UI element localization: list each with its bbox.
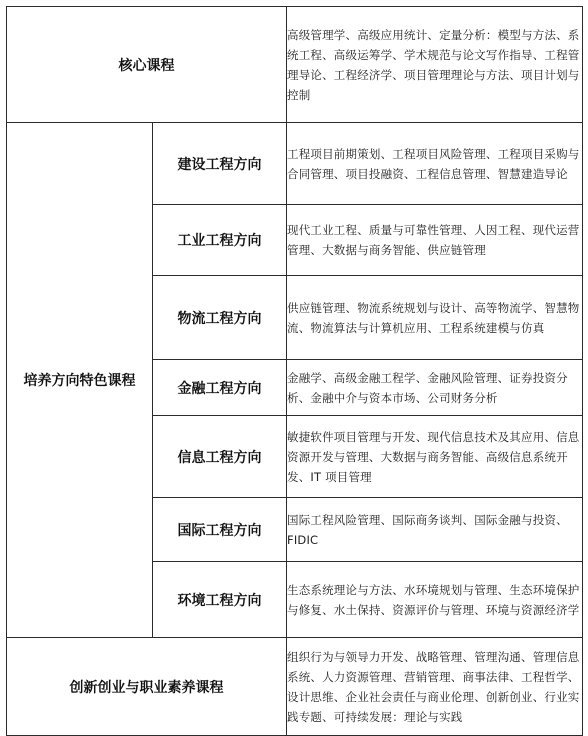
direction-name: 环境工程方向 — [153, 562, 287, 638]
direction-courses: 工程项目前期策划、工程项目风险管理、工程项目采购与合同管理、项目投融资、工程信息管理、智慧建造导论 — [287, 123, 583, 205]
innovation-courses-label: 创新创业与职业素养课程 — [7, 638, 287, 736]
direction-courses: 国际工程风险管理、国际商务谈判、国际金融与投资、FIDIC — [287, 498, 583, 562]
direction-courses: 现代工业工程、质量与可靠性管理、人因工程、现代运营管理、大数据与商务智能、供应链管理 — [287, 205, 583, 276]
direction-row — [7, 123, 583, 205]
core-courses-label: 核心课程 — [7, 7, 287, 123]
core-row — [7, 7, 583, 123]
direction-courses: 供应链管理、物流系统规划与设计、高等物流学、智慧物流、物流算法与计算机应用、工程系统建模与仿真 — [287, 276, 583, 360]
direction-courses: 金融学、高级金融工程学、金融风险管理、证券投资分析、金融中介与资本市场、公司财务分析 — [287, 360, 583, 416]
direction-name: 工业工程方向 — [153, 205, 287, 276]
direction-name: 金融工程方向 — [153, 360, 287, 416]
direction-name: 国际工程方向 — [153, 498, 287, 562]
specialty-courses-label: 培养方向特色课程 — [7, 123, 153, 638]
direction-courses: 敏捷软件项目管理与开发、现代信息技术及其应用、信息资源开发与管理、大数据与商务智能、高级信息系统开发、IT 项目管理 — [287, 416, 583, 498]
direction-courses: 生态系统理论与方法、水环境规划与管理、生态环境保护与修复、水土保持、资源评价与管理、环境与资源经济学 — [287, 562, 583, 638]
direction-name: 建设工程方向 — [153, 123, 287, 205]
direction-name: 物流工程方向 — [153, 276, 287, 360]
innovation-courses-list: 组织行为与领导力开发、战略管理、管理沟通、管理信息系统、人力资源管理、营销管理、商事法律、工程哲学、设计思维、企业社会责任与商业伦理、创新创业、行业实践专题、可持续发展：理论与实践 — [287, 638, 583, 736]
core-courses-list: 高级管理学、高级应用统计、定量分析：模型与方法、系统工程、高级运筹学、学术规范与论文写作指导、工程管理导论、工程经济学、项目管理理论与方法、项目计划与控制 — [287, 7, 583, 123]
direction-name: 信息工程方向 — [153, 416, 287, 498]
innovation-row — [7, 638, 583, 736]
curriculum-table — [6, 6, 583, 736]
